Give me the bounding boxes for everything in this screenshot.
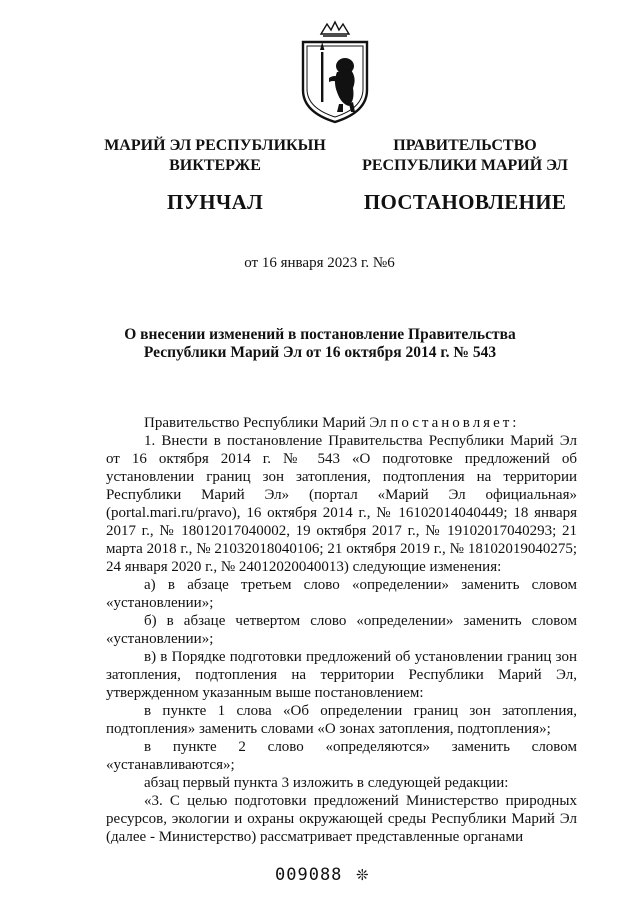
paragraph-b: б) в абзаце четвертом слово «определении» заменить словом «установлении»; — [106, 613, 577, 647]
paragraph-v-2: в пункте 2 слово «определяются» заменить словом «устанавливаются»; — [106, 739, 577, 773]
paragraph-v-3: абзац первый пункта 3 изложить в следующей редакции: — [144, 775, 509, 791]
header-right-doc-type: ПОСТАНОВЛЕНИЕ — [363, 190, 567, 214]
paragraph-v-1: в пункте 1 слова «Об определении границ зон затопления, подтопления» заменить словами «О зонах затопления, подтопления»; — [106, 703, 577, 737]
document-title — [110, 326, 530, 362]
intro-paragraph — [106, 414, 577, 432]
document-body — [106, 414, 577, 846]
header-right-line1: ПРАВИТЕЛЬСТВО — [393, 137, 537, 154]
title-line2: Республики Марий Эл от 16 октября 2014 г. № 543 — [143, 344, 497, 361]
header-left-line2: ВИКТЕРЖЕ — [169, 157, 261, 174]
header-right-line2: РЕСПУБЛИКИ МАРИЙ ЭЛ — [362, 157, 568, 174]
header-left-doc-type: ПУНЧАЛ — [166, 190, 264, 214]
intro-lead: Правительство Республики Марий Эл — [144, 415, 387, 431]
header-left-line1: МАРИЙ ЭЛ РЕСПУБЛИКЫН — [104, 137, 326, 154]
coat-of-arms-emblem — [293, 20, 377, 125]
paragraph-v: в) в Порядке подготовки предложений об установлении границ зон затопления, подтопления на территории Республики Марий Эл, утвержденном указанным выше постановлением: — [106, 649, 577, 701]
date-number-line: от 16 января 2023 г. №6 — [244, 255, 395, 271]
intro-decree-word: постановляет: — [390, 415, 520, 431]
title-line1: О внесении изменений в постановление Правительства — [124, 326, 516, 343]
paragraph-a: а) в абзаце третьем слово «определении» заменить словом «установлении»; — [106, 577, 577, 611]
form-serial-mark-icon: ❊ — [356, 868, 369, 884]
form-serial-number: 009088 — [275, 865, 343, 885]
header-left-block — [90, 136, 340, 212]
paragraph-v-4: «3. С целью подготовки предложений Министерство природных ресурсов, экологии и охраны окружающей среды Республики Марий Эл (далее - Министерство) рассматривает представленные органами — [106, 793, 577, 845]
header-right-block — [340, 136, 590, 212]
paragraph-1: 1. Внести в постановление Правительства Республики Марий Эл от 16 октября 2014 г. № 543 «О подготовке предложений об установлении границ зон затопления, подтопления на территории Республики Марий Эл» (портал «Марий Эл официальная» (portal.mari.ru/pravo), 16 октября 2014 г., № 16102014040449; 18 января 2017 г., № 18012017040002, 19 октября 2017 г., № 19102017040293; 21 марта 2018 г., № 21032018040106; 21 октября 2019 г., № 18102019040275; 24 января 2020 г., № 24012020040013) следующие изменения: — [106, 433, 577, 575]
